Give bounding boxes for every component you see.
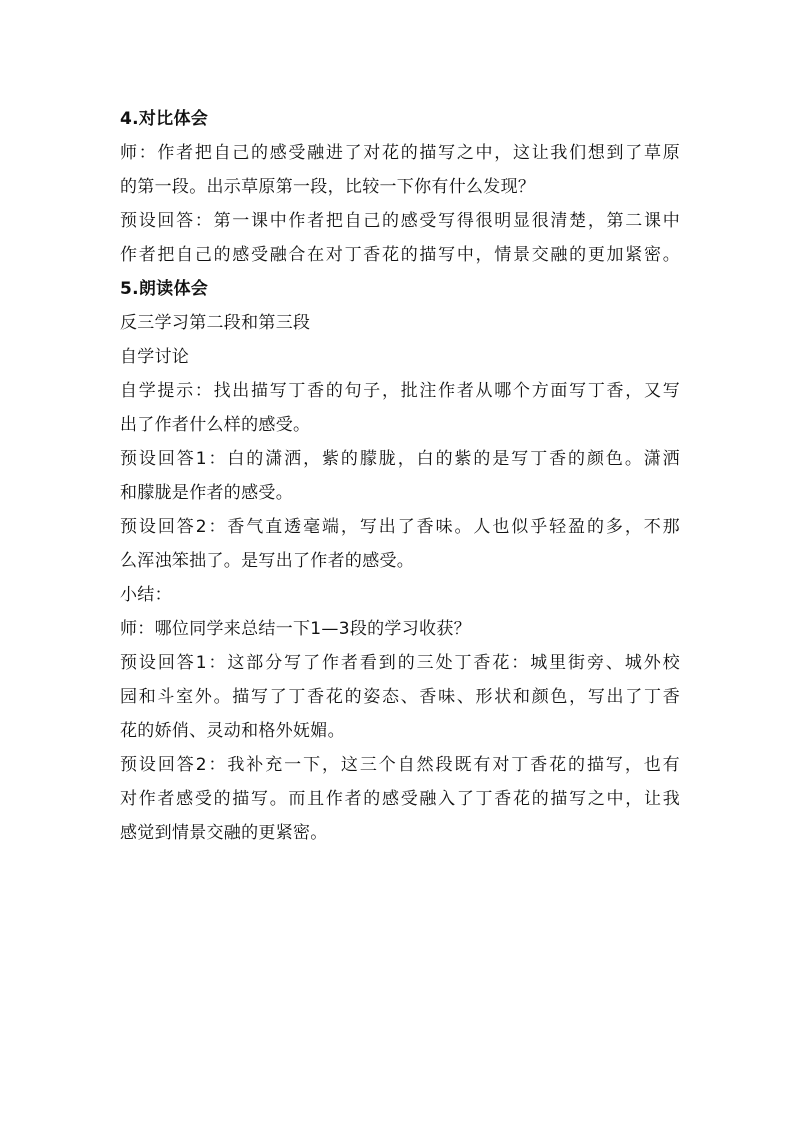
text-line: 师：作者把自己的感受融进了对花的描写之中，这让我们想到了草原 xyxy=(120,143,680,163)
text-line: 预设回答2：我补充一下，这三个自然段既有对丁香花的描写，也有 xyxy=(120,755,680,775)
text-line: 反三学习第二段和第三段 xyxy=(120,313,311,333)
text-line: 对作者感受的描写。而且作者的感受融入了丁香花的描写之中，让我 xyxy=(120,789,680,809)
text-line: 预设回答1：白的潇洒，紫的朦胧，白的紫的是写丁香的颜色。潇洒 xyxy=(120,449,680,469)
text-line: 小结： xyxy=(120,585,172,605)
text-line: 出了作者什么样的感受。 xyxy=(120,415,311,435)
document-body xyxy=(120,102,680,850)
text-line: 感觉到情景交融的更紧密。 xyxy=(120,823,328,843)
text-line: 么浑浊笨拙了。是写出了作者的感受。 xyxy=(120,551,415,571)
text-line: 自学提示：找出描写丁香的句子，批注作者从哪个方面写丁香，又写 xyxy=(120,381,680,401)
text-line: 师：哪位同学来总结一下1—3段的学习收获？ xyxy=(120,619,471,639)
text-line: 的第一段。出示草原第一段，比较一下你有什么发现？ xyxy=(120,177,536,197)
text-line: 作者把自己的感受融合在对丁香花的描写中，情景交融的更加紧密。 xyxy=(120,245,680,265)
text-line: 预设回答：第一课中作者把自己的感受写得很明显很清楚，第二课中 xyxy=(120,211,680,231)
text-line: 预设回答1：这部分写了作者看到的三处丁香花：城里街旁、城外校 xyxy=(120,653,680,673)
text-line: 花的娇俏、灵动和格外妩媚。 xyxy=(120,721,345,741)
section-heading: 5.朗读体会 xyxy=(120,279,209,299)
text-line: 预设回答2：香气直透毫端，写出了香味。人也似乎轻盈的多，不那 xyxy=(120,517,680,537)
section-heading: 4.对比体会 xyxy=(120,109,209,129)
text-line: 和朦胧是作者的感受。 xyxy=(120,483,293,503)
text-line: 园和斗室外。描写了丁香花的姿态、香味、形状和颜色，写出了丁香 xyxy=(120,687,680,707)
text-line: 自学讨论 xyxy=(120,347,190,367)
